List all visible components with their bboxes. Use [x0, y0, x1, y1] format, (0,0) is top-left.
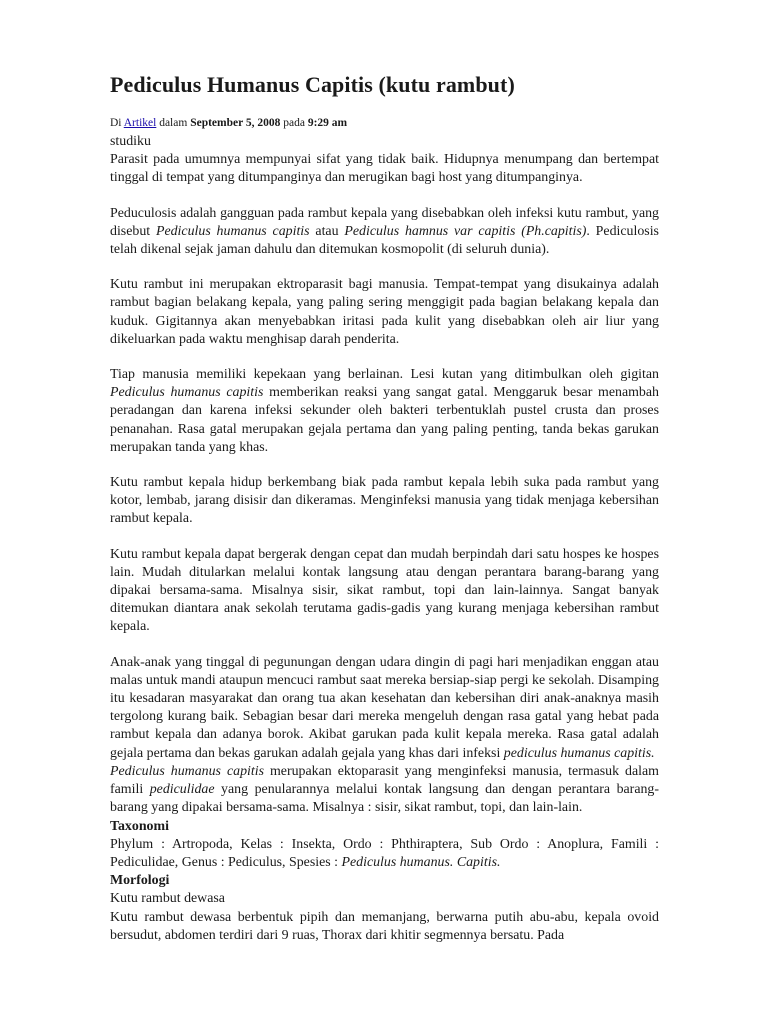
- paragraph-gap: [110, 259, 659, 276]
- species-name: Pediculus humanus capitis: [155, 223, 310, 239]
- text-segment: . Pediculosis telah dikenal sejak jaman dahulu dan ditemukan kosmopolit (di seluruh dunia).: [110, 223, 659, 258]
- post-time: 9:29 am: [307, 117, 348, 129]
- paragraph-sensitivity: [110, 366, 659, 457]
- paragraph-summary: [110, 763, 659, 818]
- text-segment: memberikan reaksi yang sangat gatal. Menggaruk besar menambah peradangan dan karena infeksi sekunder oleh bakteri terbentuklah pustel crusta dan proses penanahan. Rasa gatal merupakan gejala pertama dan yang paling penting, tanda bekas garukan merupakan tanda yang khas.: [110, 385, 659, 455]
- author-name: studiku: [110, 134, 151, 149]
- paragraph-gap: [110, 637, 659, 654]
- text-segment: Phylum : Artropoda, Kelas : Insekta, Ordo : Phthiraptera, Sub Ordo : Anoplura, Famili : Pediculidae, Genus : Pediculus, Spesies :: [110, 836, 659, 870]
- paragraph-pediculosis: [110, 205, 659, 260]
- species-name: pediculus humanus capitis.: [503, 745, 655, 761]
- morphology-text: Kutu rambut dewasa berbentuk pipih dan memanjang, berwarna putih abu-abu, kepala ovoid bersudut, abdomen terdiri dari 9 ruas, Thorax dari khitir segmennya bersatu. Pada: [110, 909, 659, 943]
- meta-prefix: Di: [110, 117, 122, 129]
- species-name: Pediculus hamnus var capitis (Ph.capitis): [344, 223, 587, 239]
- text-segment: Peduculosis adalah gangguan pada rambut kepala yang disebabkan oleh infeksi kutu rambut, yang disebut: [110, 205, 659, 239]
- paragraph-ectoparasite: Kutu rambut ini merupakan ektroparasit bagi manusia. Tempat-tempat yang disukainya adalah rambut bagian belakang kepala, yang paling sering menggigit pada bagian belakang kepala dan kuduk. Gigitannya akan menyebabkan iritasi pada kulit yang disebabkan oleh air liur yang dikeluarkan pada waktu menghisap darah penderita.: [110, 277, 659, 347]
- category-link[interactable]: Artikel: [123, 117, 157, 129]
- meta-time-word: pada: [283, 117, 305, 129]
- paragraph-children: [110, 654, 659, 763]
- family-name: pediculidae: [149, 782, 215, 798]
- paragraph-gap: [110, 529, 659, 546]
- taxonomy-heading: Taxonomi: [110, 818, 169, 834]
- paragraph-gap: [110, 349, 659, 366]
- paragraph-intro: Parasit pada umumnya mempunyai sifat yang tidak baik. Hidupnya menumpang dan bertempat tinggal di tempat yang ditumpanginya dan merugikan bagi host yang ditumpanginya.: [110, 152, 659, 186]
- morphology-subheading: Kutu rambut dewasa: [110, 891, 225, 907]
- text-segment: Anak-anak yang tinggal di pegunungan dengan udara dingin di pagi hari menjadikan enggan atau malas untuk mandi ataupun mencuci rambut saat mereka bersiap-siap pergi ke sekolah. Disamping itu kesadaran masyarakat dan orang tua akan kesehatan dan kebersihan diri anak-anaknya masih tergolong kurang baik. Sebagian besar dari mereka mengeluh dengan rasa gatal yang hebat pada rambut kepala dan adanya borok. Akibat garukan pada kulit kepala mereka. Rasa gatal adalah gejala pertama dan bekas garukan adalah gejala yang khas dari infeksi: [110, 654, 659, 761]
- paragraph-habitat: Kutu rambut kepala hidup berkembang biak pada rambut kepala lebih suka pada rambut yang kotor, lembab, jarang disisir dan dikeramas. Menginfeksi manusia yang tidak menjaga kebersihan rambut kepala.: [110, 475, 659, 527]
- meta-date-word: dalam: [159, 117, 188, 129]
- morphology-heading: Morfologi: [110, 873, 170, 889]
- species-name: Pediculus humanus capitis: [110, 763, 264, 779]
- text-segment: merupakan ektoparasit yang menginfeksi manusia, termasuk dalam famili: [110, 763, 659, 798]
- paragraph-gap: [110, 457, 659, 474]
- post-date: September 5, 2008: [190, 117, 281, 129]
- post-meta: [110, 117, 347, 129]
- paragraph-gap: [110, 188, 659, 205]
- text-segment: Tiap manusia memiliki kepekaan yang berlainan. Lesi kutan yang ditimbulkan oleh gigitan: [110, 367, 659, 383]
- species-name: Pediculus humanus capitis: [110, 385, 264, 401]
- text-segment: yang penularannya melalui kontak langsung dan dengan perantara barang-barang yang dipakai bersama-sama. Misalnya : sisir, sikat rambut, topi, dan lain-lain.: [110, 782, 659, 816]
- paragraph-transmission: Kutu rambut kepala dapat bergerak dengan cepat dan mudah berpindah dari satu hospes ke hospes lain. Mudah ditularkan melalui kontak langsung atau dengan perantara barang-barang yang dipakai bersama-sama. Misalnya sisir, sikat rambut, topi dan lain-lainnya. Sangat banyak ditemukan diantara anak sekolah terutama gadis-gadis yang kurang menjaga kebersihan rambut kepala.: [110, 546, 659, 635]
- species-name: Pediculus humanus. Capitis.: [341, 854, 501, 870]
- text-segment: atau: [309, 223, 345, 239]
- taxonomy-text: [110, 836, 659, 872]
- article-body: [110, 133, 659, 945]
- article-title: Pediculus Humanus Capitis (kutu rambut): [110, 72, 515, 97]
